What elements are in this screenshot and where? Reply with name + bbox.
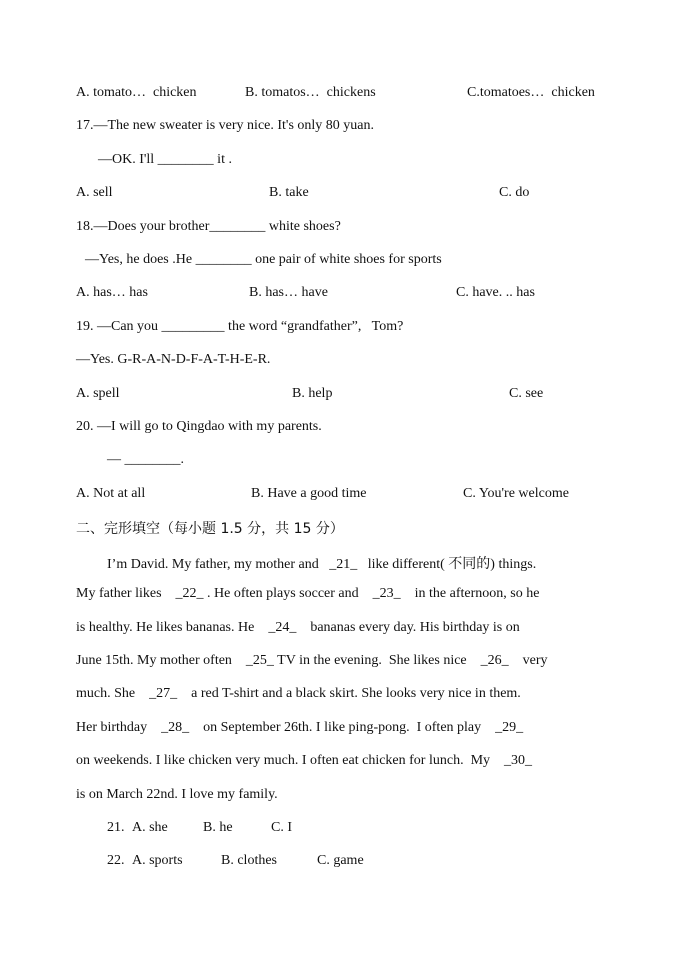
q18-option-a: A. has… has xyxy=(76,285,148,300)
passage-line: Her birthday _28_ on September 26th. I like ping-pong. I often play _29_ xyxy=(76,720,524,735)
q22-option-c: C. game xyxy=(317,853,364,868)
q18-option-c: C. have. .. has xyxy=(456,285,535,300)
q20-reply: — ________. xyxy=(107,452,184,467)
q17-stem: 17.—The new sweater is very nice. It's only 80 yuan. xyxy=(76,118,374,133)
q22-option-b: B. clothes xyxy=(221,853,277,868)
q19-option-c: C. see xyxy=(509,386,544,401)
q21-option-a: A. she xyxy=(132,820,168,835)
q20-option-b: B. Have a good time xyxy=(251,486,367,501)
q17-option-b: B. take xyxy=(269,185,309,200)
q22-option-a: A. sports xyxy=(132,853,183,868)
passage-line: My father likes _22_ . He often plays soccer and _23_ in the afternoon, so he xyxy=(76,586,540,601)
q20-option-a: A. Not at all xyxy=(76,486,146,501)
q19-reply: —Yes. G-R-A-N-D-F-A-T-H-E-R. xyxy=(76,352,271,367)
q16-option-c: C.tomatoes… chicken xyxy=(467,85,595,100)
passage-line: is healthy. He likes bananas. He _24_ bananas every day. His birthday is on xyxy=(76,620,520,635)
q18-stem: 18.—Does your brother________ white shoes? xyxy=(76,219,341,234)
q17-option-a: A. sell xyxy=(76,185,113,200)
q18-reply: —Yes, he does .He ________ one pair of white shoes for sports xyxy=(85,252,442,267)
q19-option-a: A. spell xyxy=(76,386,120,401)
q17-reply: —OK. I'll ________ it . xyxy=(98,152,232,167)
passage-line: June 15th. My mother often _25_ TV in the evening. She likes nice _26_ very xyxy=(76,653,548,668)
q17-option-c: C. do xyxy=(499,185,530,200)
q19-stem: 19. —Can you _________ the word “grandfather”, Tom? xyxy=(76,319,404,334)
q21-number: 21. xyxy=(107,820,125,835)
q21-option-b: B. he xyxy=(203,820,233,835)
q16-option-b: B. tomatos… chickens xyxy=(245,85,376,100)
q20-stem: 20. —I will go to Qingdao with my parents. xyxy=(76,419,322,434)
q18-option-b: B. has… have xyxy=(249,285,328,300)
passage-line: on weekends. I like chicken very much. I often eat chicken for lunch. My _30_ xyxy=(76,753,533,768)
passage-line: I’m David. My father, my mother and _21_ like different( 不同的) things. xyxy=(107,557,537,572)
q16-option-a: A. tomato… chicken xyxy=(76,85,197,100)
q21-option-c: C. I xyxy=(271,820,292,835)
section-heading: 二、完形填空（每小题 1.5 分，共 15 分） xyxy=(76,521,344,537)
passage-line: is on March 22nd. I love my family. xyxy=(76,787,278,802)
q22-number: 22. xyxy=(107,853,125,868)
q20-option-c: C. You're welcome xyxy=(463,486,569,501)
q19-option-b: B. help xyxy=(292,386,333,401)
passage-line: much. She _27_ a red T-shirt and a black skirt. She looks very nice in them. xyxy=(76,686,521,701)
